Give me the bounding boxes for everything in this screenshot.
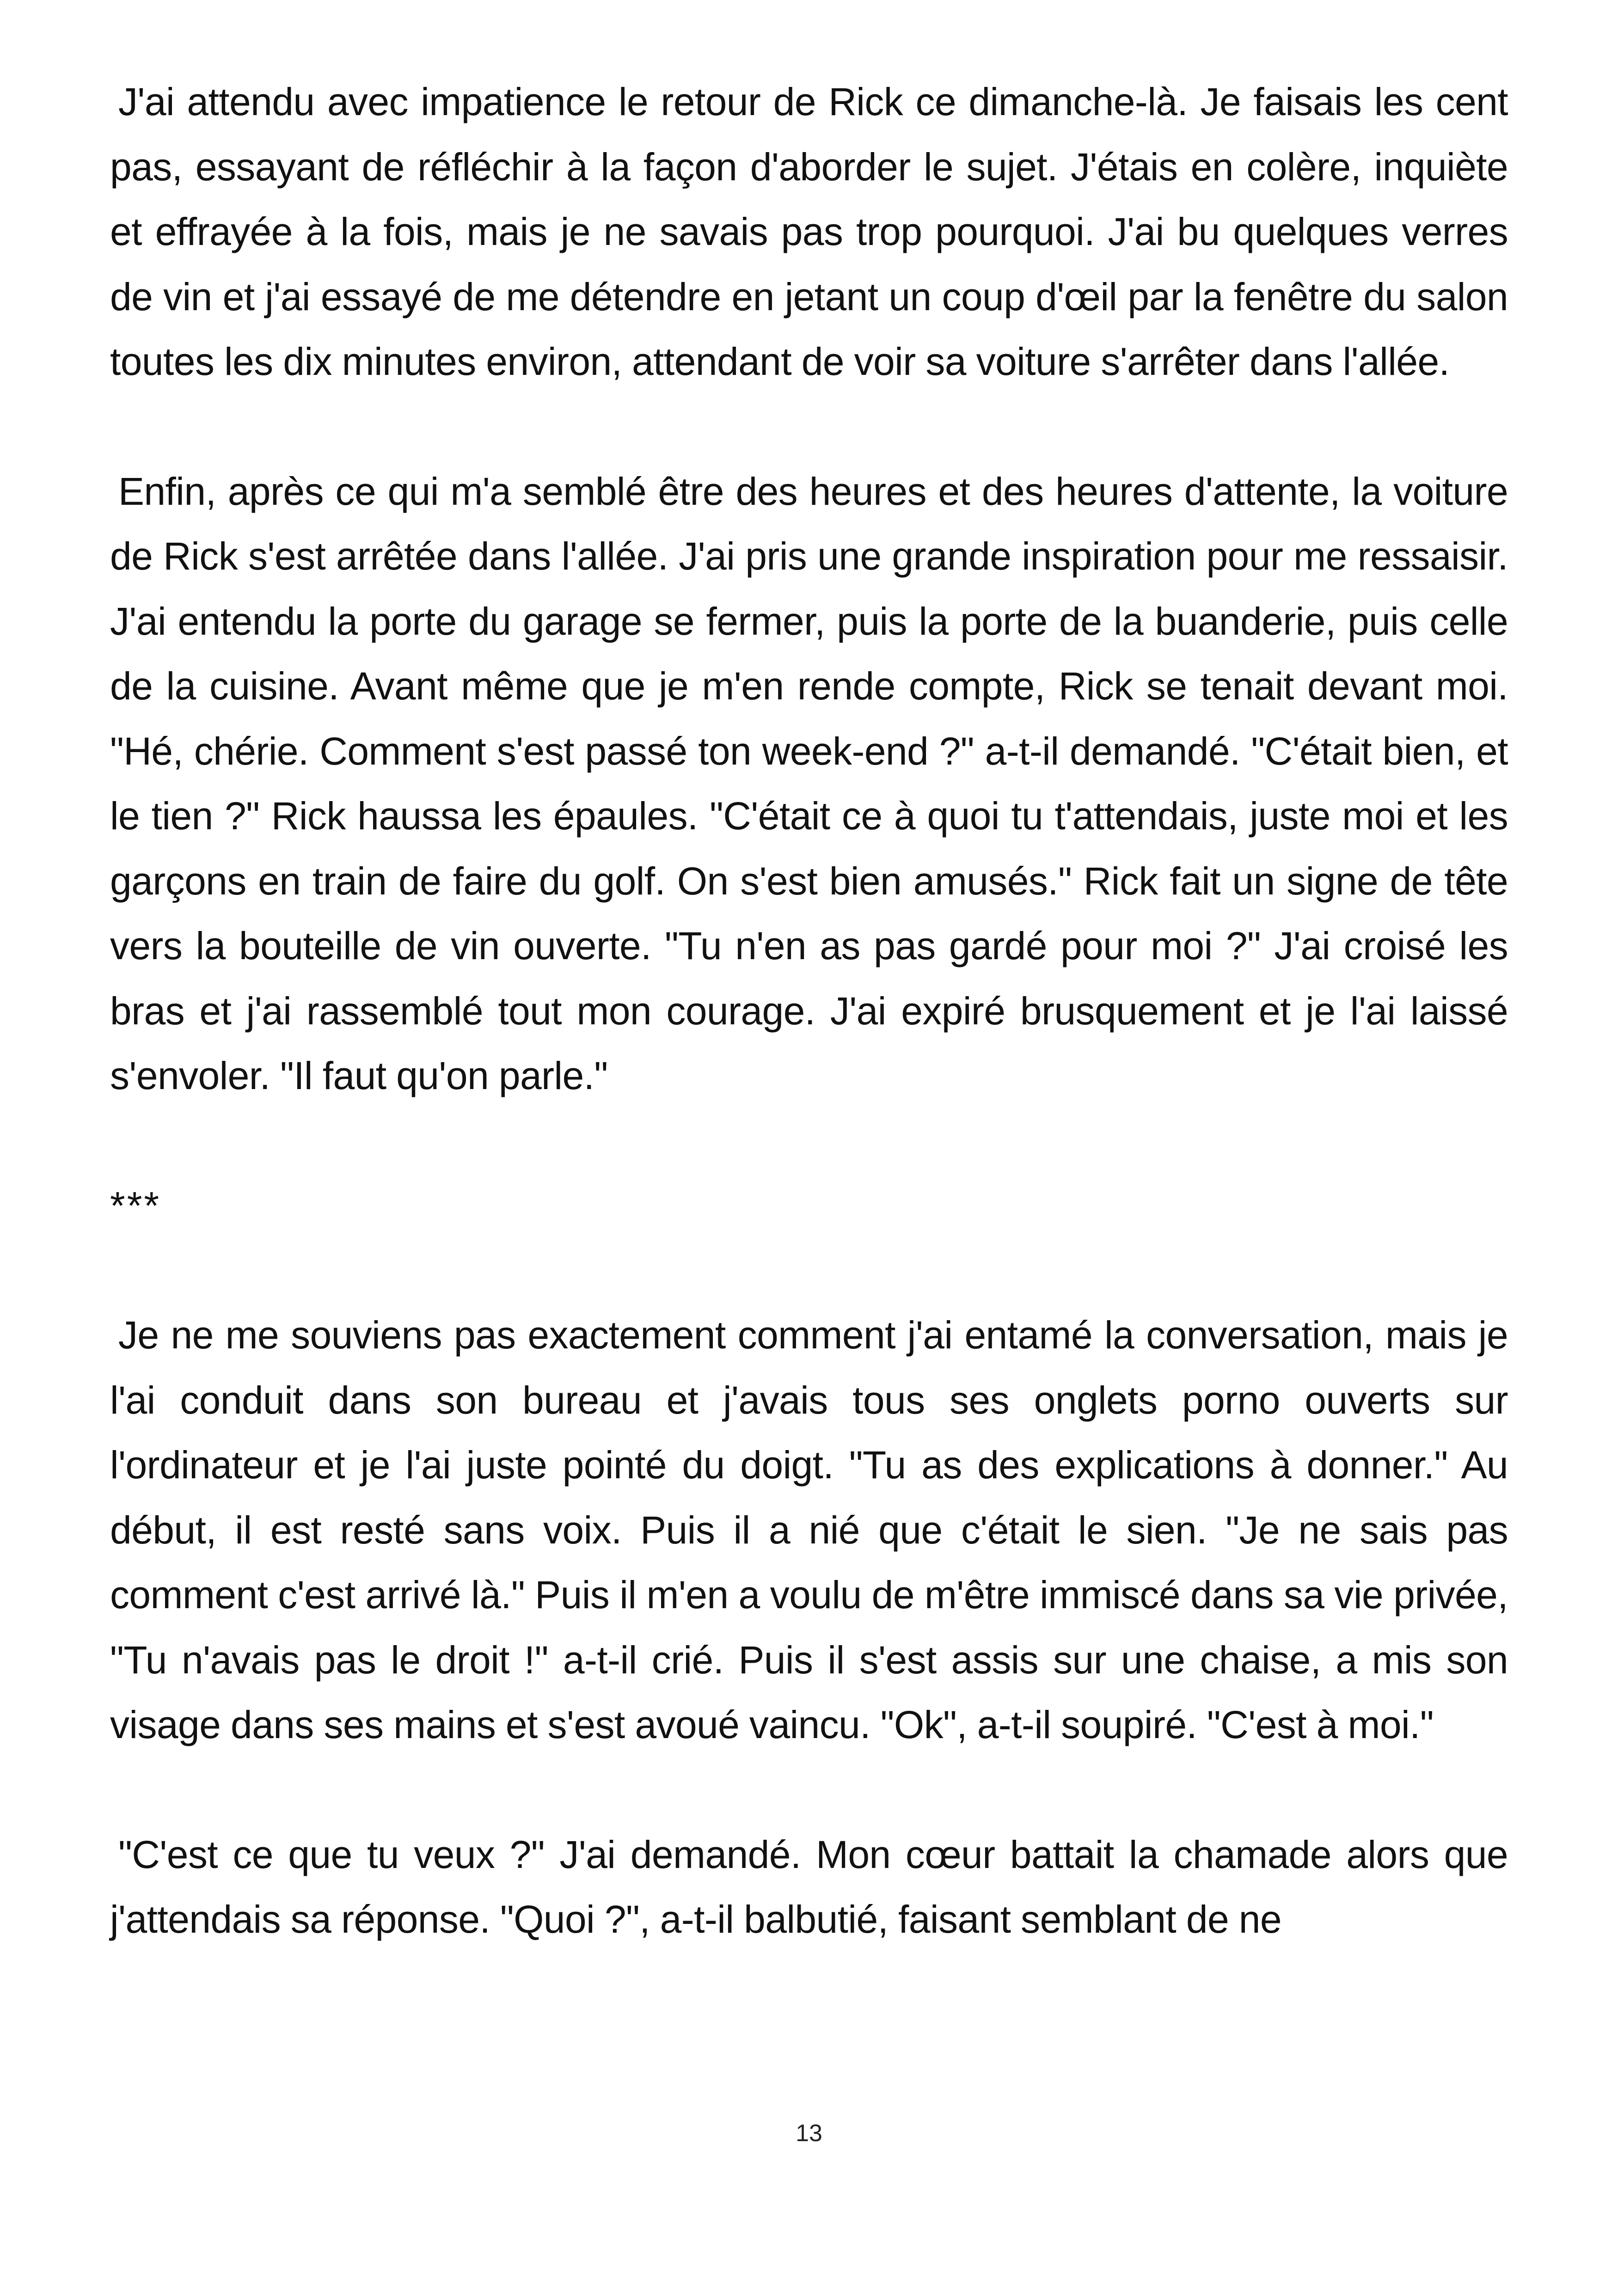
paragraph-4: "C'est ce que tu veux ?" J'ai demandé. Mon cœur battait la chamade alors que j'attendais sa réponse. "Quoi ?", a-t-il balbutié, faisant semblant de ne — [110, 1832, 1508, 1941]
paragraph-1: J'ai attendu avec impatience le retour de Rick ce dimanche-là. Je faisais les cent pas, essayant de réfléchir à la façon d'aborder le sujet. J'étais en colère, inquiète et effrayée à la fois, mais je ne savais pas trop pourquoi. J'ai bu quelques verres de vin et j'ai essayé de me détendre en jetant un coup d'œil par la fenêtre du salon toutes les dix minutes environ, attendant de voir sa voiture s'arrêter dans l'allée. — [110, 80, 1508, 383]
page-number: 13 — [796, 2120, 822, 2147]
section-separator: *** — [110, 1183, 161, 1227]
body-text — [110, 69, 1508, 1952]
paragraph-3: Je ne me souviens pas exactement comment j'ai entamé la conversation, mais je l'ai conduit dans son bureau et j'avais tous ses onglets porno ouverts sur l'ordinateur et je l'ai juste pointé du doigt. "Tu as des explications à donner." Au début, il est resté sans voix. Puis il a nié que c'était le sien. "Je ne sais pas comment c'est arrivé là." Puis il m'en a voulu de m'être immiscé dans sa vie privée, "Tu n'avais pas le droit !" a-t-il crié. Puis il s'est assis sur une chaise, a mis son visage dans ses mains et s'est avoué vaincu. "Ok", a-t-il soupiré. "C'est à moi." — [110, 1313, 1508, 1746]
paragraph-2: Enfin, après ce qui m'a semblé être des heures et des heures d'attente, la voiture de Rick s'est arrêtée dans l'allée. J'ai pris une grande inspiration pour me ressaisir. J'ai entendu la porte du garage se fermer, puis la porte de la buanderie, puis celle de la cuisine. Avant même que je m'en rende compte, Rick se tenait devant moi. "Hé, chérie. Comment s'est passé ton week-end ?" a-t-il demandé. "C'était bien, et le tien ?" Rick haussa les épaules. "C'était ce à quoi tu t'attendais, juste moi et les garçons en train de faire du golf. On s'est bien amusés." Rick fait un signe de tête vers la bouteille de vin ouverte. "Tu n'en as pas gardé pour moi ?" J'ai croisé les bras et j'ai rassemblé tout mon courage. J'ai expiré brusquement et je l'ai laissé s'envoler. "Il faut qu'on parle." — [110, 469, 1508, 1097]
